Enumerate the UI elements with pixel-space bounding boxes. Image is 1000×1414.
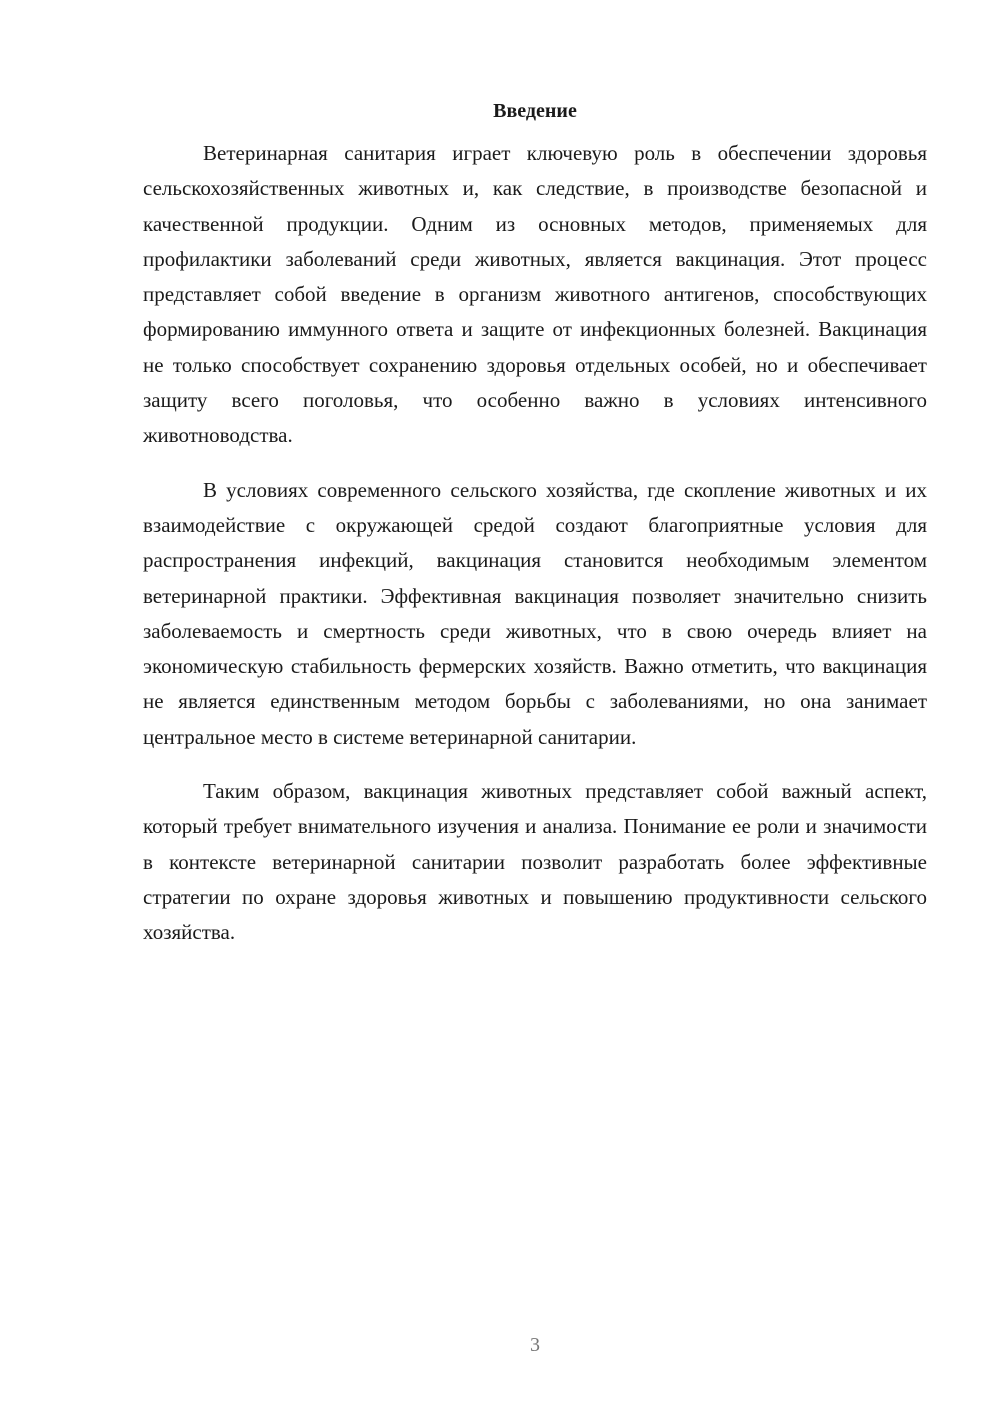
paragraph-1: Ветеринарная санитария играет ключевую роль в обеспечении здоровья сельскохозяйственных животных и, как следствие, в производстве безопасной и качественной продукции. Одним из основных методов, применяемых для профилактики заболеваний среди животных, является вакцинация. Этот процесс представляет собой введение в организм животного антигенов, способствующих формированию иммунного ответа и защите от инфекционных болезней. Вакцинация не только способствует сохранению здоровья отдельных особей, но и обеспечивает защиту всего поголовья, что особенно важно в условиях интенсивного животноводства. — [143, 141, 927, 448]
document-body — [143, 96, 927, 970]
section-heading: Введение — [493, 100, 577, 122]
paragraph-3: Таким образом, вакцинация животных представляет собой важный аспект, который требует внимательного изучения и анализа. Понимание ее роли и значимости в контексте ветеринарной санитарии позволит разработать более эффективные стратегии по охране здоровья животных и повышению продуктивности сельского хозяйства. — [143, 779, 927, 945]
page-number: 3 — [530, 1334, 540, 1356]
paragraph-2: В условиях современного сельского хозяйства, где скопление животных и их взаимодействие с окружающей средой создают благоприятные условия для распространения инфекций, вакцинация становится необходимым элементом ветеринарной практики. Эффективная вакцинация позволяет значительно снизить заболеваемость и смертность среди животных, что в свою очередь влияет на экономическую стабильность фермерских хозяйств. Важно отметить, что вакцинация не является единственным методом борьбы с заболеваниями, но она занимает центральное место в системе ветеринарной санитарии. — [143, 477, 927, 749]
